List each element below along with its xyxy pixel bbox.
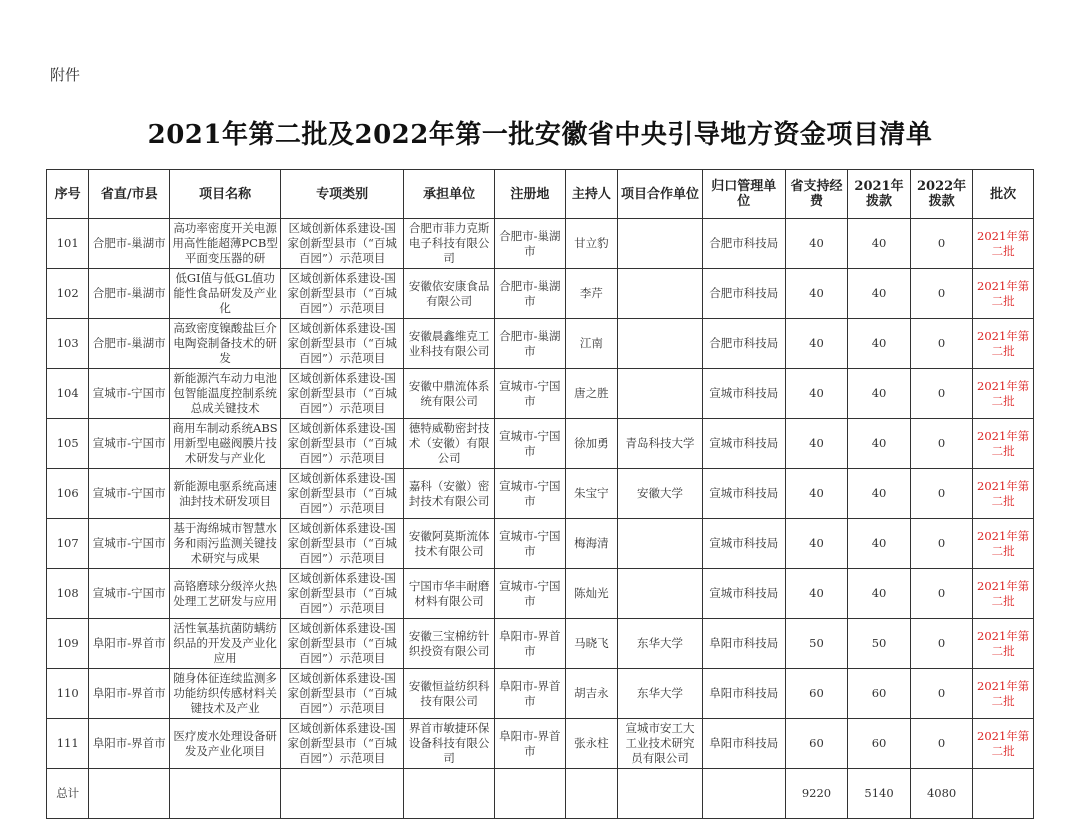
total-2021-cell: 5140 <box>848 769 911 819</box>
region-cell: 宣城市-宁国市 <box>89 369 170 419</box>
table-row <box>47 519 1034 569</box>
funds-cell: 60 <box>785 669 848 719</box>
row-number-cell: 110 <box>47 669 89 719</box>
undertaking-unit-cell: 安徽阿莫斯流体技术有限公司 <box>404 519 495 569</box>
category-cell: 区域创新体系建设-国家创新型县市（“百城百园”）示范项目 <box>281 219 404 269</box>
table-row <box>47 719 1034 769</box>
partner-cell: 东华大学 <box>618 669 703 719</box>
batch-cell: 2021年第二批 <box>973 369 1034 419</box>
category-cell: 区域创新体系建设-国家创新型县市（“百城百园”）示范项目 <box>281 519 404 569</box>
row-number-cell: 106 <box>47 469 89 519</box>
registration-cell: 合肥市-巢湖市 <box>495 219 566 269</box>
category-cell: 区域创新体系建设-国家创新型县市（“百城百园”）示范项目 <box>281 319 404 369</box>
host-cell: 张永柱 <box>565 719 617 769</box>
empty-cell <box>281 769 404 819</box>
batch-cell: 2021年第二批 <box>973 519 1034 569</box>
column-header: 项目名称 <box>170 170 281 219</box>
project-name-cell: 新能源汽车动力电池包智能温度控制系统总成关键技术 <box>170 369 281 419</box>
batch-cell: 2021年第二批 <box>973 719 1034 769</box>
host-cell: 胡吉永 <box>565 669 617 719</box>
funding-2021-cell: 40 <box>848 469 911 519</box>
admin-unit-cell: 宣城市科技局 <box>702 419 785 469</box>
row-number-cell: 104 <box>47 369 89 419</box>
host-cell: 江南 <box>565 319 617 369</box>
empty-cell <box>170 769 281 819</box>
empty-cell <box>404 769 495 819</box>
batch-cell: 2021年第二批 <box>973 319 1034 369</box>
category-cell: 区域创新体系建设-国家创新型县市（“百城百园”）示范项目 <box>281 669 404 719</box>
partner-cell <box>618 219 703 269</box>
region-cell: 合肥市-巢湖市 <box>89 319 170 369</box>
table-row <box>47 319 1034 369</box>
funds-cell: 60 <box>785 719 848 769</box>
batch-cell: 2021年第二批 <box>973 469 1034 519</box>
funds-cell: 40 <box>785 569 848 619</box>
registration-cell: 合肥市-巢湖市 <box>495 269 566 319</box>
empty-cell <box>618 769 703 819</box>
registration-cell: 阜阳市-界首市 <box>495 719 566 769</box>
funding-2022-cell: 0 <box>910 719 973 769</box>
partner-cell <box>618 369 703 419</box>
batch-cell: 2021年第二批 <box>973 419 1034 469</box>
funds-cell: 40 <box>785 269 848 319</box>
host-cell: 梅海清 <box>565 519 617 569</box>
column-header: 专项类别 <box>281 170 404 219</box>
undertaking-unit-cell: 安徽中鼎流体系统有限公司 <box>404 369 495 419</box>
region-cell: 宣城市-宁国市 <box>89 519 170 569</box>
table-row <box>47 419 1034 469</box>
project-name-cell: 高功率密度开关电源用高性能超薄PCB型平面变压器的研 <box>170 219 281 269</box>
undertaking-unit-cell: 德特威勒密封技术（安徽）有限公司 <box>404 419 495 469</box>
total-2022-cell: 4080 <box>910 769 973 819</box>
funding-2021-cell: 50 <box>848 619 911 669</box>
category-cell: 区域创新体系建设-国家创新型县市（“百城百园”）示范项目 <box>281 719 404 769</box>
region-cell: 宣城市-宁国市 <box>89 569 170 619</box>
table-row <box>47 619 1034 669</box>
category-cell: 区域创新体系建设-国家创新型县市（“百城百园”）示范项目 <box>281 369 404 419</box>
funding-2022-cell: 0 <box>910 619 973 669</box>
funding-2021-cell: 40 <box>848 569 911 619</box>
registration-cell: 宣城市-宁国市 <box>495 569 566 619</box>
row-number-cell: 107 <box>47 519 89 569</box>
registration-cell: 宣城市-宁国市 <box>495 469 566 519</box>
funding-2022-cell: 0 <box>910 519 973 569</box>
host-cell: 马晓飞 <box>565 619 617 669</box>
empty-cell <box>495 769 566 819</box>
funds-cell: 40 <box>785 219 848 269</box>
funding-2021-cell: 60 <box>848 669 911 719</box>
region-cell: 阜阳市-界首市 <box>89 669 170 719</box>
admin-unit-cell: 阜阳市科技局 <box>702 619 785 669</box>
batch-cell: 2021年第二批 <box>973 669 1034 719</box>
funds-cell: 40 <box>785 469 848 519</box>
total-label-cell: 总计 <box>47 769 89 819</box>
empty-cell <box>565 769 617 819</box>
empty-cell <box>89 769 170 819</box>
admin-unit-cell: 宣城市科技局 <box>702 469 785 519</box>
row-number-cell: 103 <box>47 319 89 369</box>
project-name-cell: 商用车制动系统ABS用新型电磁阀膜片技术研发与产业化 <box>170 419 281 469</box>
funding-2022-cell: 0 <box>910 469 973 519</box>
partner-cell: 宣城市安工大工业技术研究员有限公司 <box>618 719 703 769</box>
registration-cell: 阜阳市-界首市 <box>495 669 566 719</box>
category-cell: 区域创新体系建设-国家创新型县市（“百城百园”）示范项目 <box>281 569 404 619</box>
partner-cell <box>618 569 703 619</box>
row-number-cell: 101 <box>47 219 89 269</box>
admin-unit-cell: 合肥市科技局 <box>702 269 785 319</box>
admin-unit-cell: 宣城市科技局 <box>702 519 785 569</box>
project-name-cell: 新能源电驱系统高速油封技术研发项目 <box>170 469 281 519</box>
column-header: 序号 <box>47 170 89 219</box>
funding-2022-cell: 0 <box>910 319 973 369</box>
document-title: 2021年第二批及2022年第一批安徽省中央引导地方资金项目清单 <box>147 120 933 150</box>
project-name-cell: 高铬磨球分级淬火热处理工艺研发与应用 <box>170 569 281 619</box>
table-row <box>47 569 1034 619</box>
admin-unit-cell: 合肥市科技局 <box>702 319 785 369</box>
project-name-cell: 医疗废水处理设备研发及产业化项目 <box>170 719 281 769</box>
total-row <box>47 769 1034 819</box>
batch-cell: 2021年第二批 <box>973 269 1034 319</box>
undertaking-unit-cell: 合肥市菲力克斯电子科技有限公司 <box>404 219 495 269</box>
category-cell: 区域创新体系建设-国家创新型县市（“百城百园”）示范项目 <box>281 269 404 319</box>
host-cell: 甘立豹 <box>565 219 617 269</box>
funding-2021-cell: 40 <box>848 269 911 319</box>
admin-unit-cell: 合肥市科技局 <box>702 219 785 269</box>
registration-cell: 宣城市-宁国市 <box>495 519 566 569</box>
host-cell: 陈灿光 <box>565 569 617 619</box>
project-name-cell: 基于海绵城市智慧水务和雨污监测关键技术研究与成果 <box>170 519 281 569</box>
undertaking-unit-cell: 安徽晨鑫维克工业科技有限公司 <box>404 319 495 369</box>
partner-cell: 安徽大学 <box>618 469 703 519</box>
table-row <box>47 369 1034 419</box>
column-header: 2021年拨款 <box>848 170 911 219</box>
table-body <box>47 219 1034 819</box>
project-name-cell: 随身体征连续监测多功能纺织传感材料关键技术及产业 <box>170 669 281 719</box>
funds-cell: 40 <box>785 319 848 369</box>
partner-cell: 青岛科技大学 <box>618 419 703 469</box>
funding-2021-cell: 40 <box>848 369 911 419</box>
undertaking-unit-cell: 嘉科（安徽）密封技术有限公司 <box>404 469 495 519</box>
project-table <box>46 169 1034 819</box>
table-row <box>47 269 1034 319</box>
table-row <box>47 469 1034 519</box>
funding-2022-cell: 0 <box>910 669 973 719</box>
column-header: 主持人 <box>565 170 617 219</box>
funds-cell: 40 <box>785 369 848 419</box>
region-cell: 阜阳市-界首市 <box>89 619 170 669</box>
column-header: 2022年拨款 <box>910 170 973 219</box>
host-cell: 朱宝宁 <box>565 469 617 519</box>
row-number-cell: 111 <box>47 719 89 769</box>
partner-cell <box>618 519 703 569</box>
funding-2022-cell: 0 <box>910 269 973 319</box>
table-row <box>47 219 1034 269</box>
table-header-row <box>47 170 1034 219</box>
funds-cell: 40 <box>785 519 848 569</box>
table-row <box>47 669 1034 719</box>
partner-cell: 东华大学 <box>618 619 703 669</box>
batch-cell: 2021年第二批 <box>973 569 1034 619</box>
host-cell: 李芹 <box>565 269 617 319</box>
column-header: 注册地 <box>495 170 566 219</box>
project-name-cell: 低GI值与低GL值功能性食品研发及产业化 <box>170 269 281 319</box>
column-header: 批次 <box>973 170 1034 219</box>
funding-2021-cell: 40 <box>848 419 911 469</box>
undertaking-unit-cell: 安徽三宝棉纺针织投资有限公司 <box>404 619 495 669</box>
funding-2021-cell: 40 <box>848 319 911 369</box>
region-cell: 宣城市-宁国市 <box>89 419 170 469</box>
column-header: 项目合作单位 <box>618 170 703 219</box>
funds-cell: 40 <box>785 419 848 469</box>
funds-cell: 50 <box>785 619 848 669</box>
admin-unit-cell: 宣城市科技局 <box>702 369 785 419</box>
partner-cell <box>618 319 703 369</box>
region-cell: 合肥市-巢湖市 <box>89 269 170 319</box>
funding-2022-cell: 0 <box>910 419 973 469</box>
region-cell: 阜阳市-界首市 <box>89 719 170 769</box>
column-header: 省支持经费 <box>785 170 848 219</box>
undertaking-unit-cell: 安徽依安康食品有限公司 <box>404 269 495 319</box>
funding-2021-cell: 40 <box>848 519 911 569</box>
category-cell: 区域创新体系建设-国家创新型县市（“百城百园”）示范项目 <box>281 619 404 669</box>
row-number-cell: 102 <box>47 269 89 319</box>
region-cell: 合肥市-巢湖市 <box>89 219 170 269</box>
host-cell: 徐加勇 <box>565 419 617 469</box>
registration-cell: 宣城市-宁国市 <box>495 419 566 469</box>
funding-2022-cell: 0 <box>910 369 973 419</box>
region-cell: 宣城市-宁国市 <box>89 469 170 519</box>
funding-2022-cell: 0 <box>910 569 973 619</box>
empty-cell <box>702 769 785 819</box>
category-cell: 区域创新体系建设-国家创新型县市（“百城百园”）示范项目 <box>281 469 404 519</box>
row-number-cell: 109 <box>47 619 89 669</box>
batch-cell: 2021年第二批 <box>973 219 1034 269</box>
undertaking-unit-cell: 界首市敏捷环保设备科技有限公司 <box>404 719 495 769</box>
row-number-cell: 105 <box>47 419 89 469</box>
undertaking-unit-cell: 安徽恒益纺织科技有限公司 <box>404 669 495 719</box>
admin-unit-cell: 阜阳市科技局 <box>702 719 785 769</box>
column-header: 承担单位 <box>404 170 495 219</box>
total-funds-cell: 9220 <box>785 769 848 819</box>
category-cell: 区域创新体系建设-国家创新型县市（“百城百园”）示范项目 <box>281 419 404 469</box>
row-number-cell: 108 <box>47 569 89 619</box>
funding-2022-cell: 0 <box>910 219 973 269</box>
registration-cell: 合肥市-巢湖市 <box>495 319 566 369</box>
batch-cell: 2021年第二批 <box>973 619 1034 669</box>
column-header: 归口管理单位 <box>702 170 785 219</box>
attachment-label: 附件 <box>50 66 81 84</box>
column-header: 省直/市县 <box>89 170 170 219</box>
host-cell: 唐之胜 <box>565 369 617 419</box>
admin-unit-cell: 宣城市科技局 <box>702 569 785 619</box>
partner-cell <box>618 269 703 319</box>
project-name-cell: 高致密度镍酸盐巨介电陶瓷制备技术的研发 <box>170 319 281 369</box>
funding-2021-cell: 40 <box>848 219 911 269</box>
registration-cell: 宣城市-宁国市 <box>495 369 566 419</box>
undertaking-unit-cell: 宁国市华丰耐磨材料有限公司 <box>404 569 495 619</box>
admin-unit-cell: 阜阳市科技局 <box>702 669 785 719</box>
empty-cell <box>973 769 1034 819</box>
registration-cell: 阜阳市-界首市 <box>495 619 566 669</box>
project-name-cell: 活性氧基抗菌防螨纺织品的开发及产业化应用 <box>170 619 281 669</box>
funding-2021-cell: 60 <box>848 719 911 769</box>
